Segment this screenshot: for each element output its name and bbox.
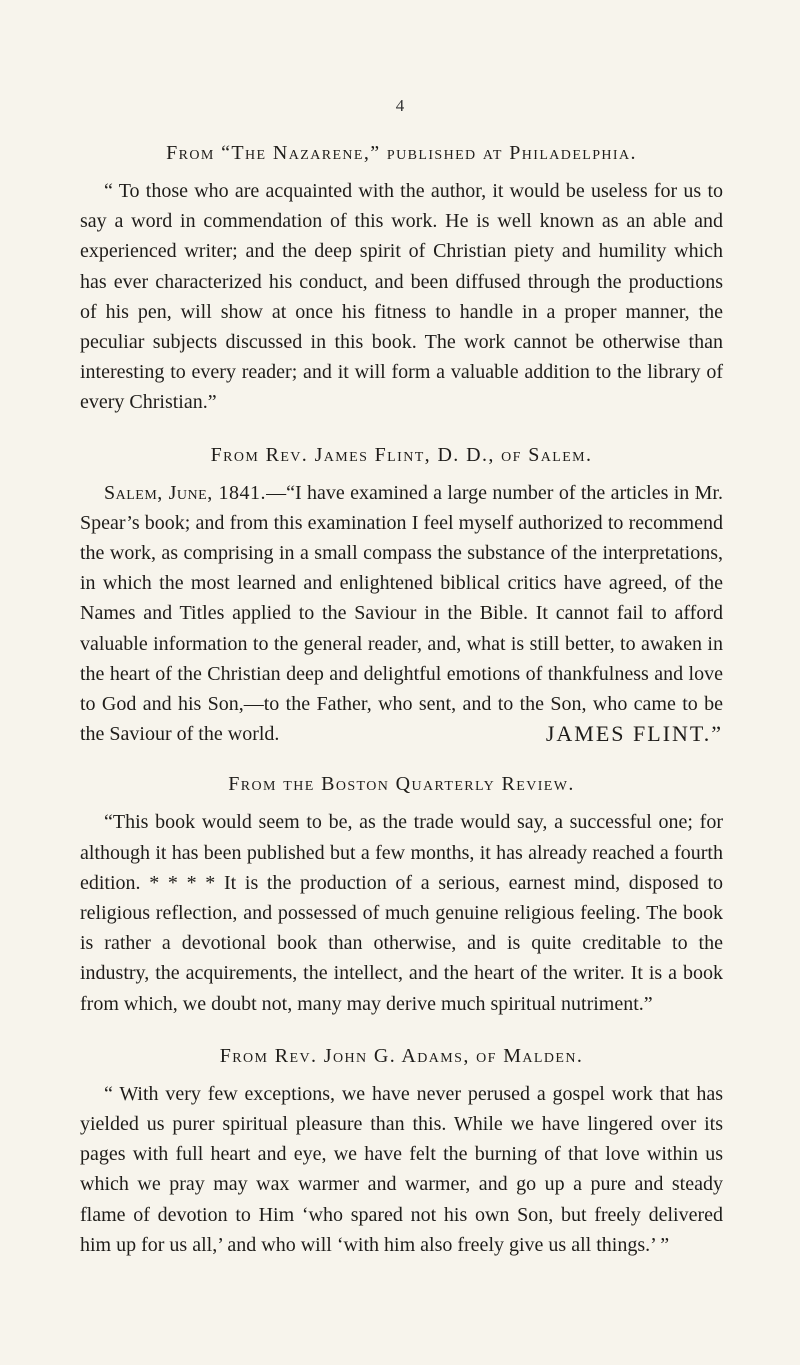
section-body	[80, 478, 723, 750]
section-heading: From “The Nazarene,” published at Philadelphia.	[166, 142, 637, 164]
review-john-adams	[80, 1041, 723, 1260]
signature: JAMES FLINT.”	[545, 721, 723, 747]
section-heading: From the Boston Quarterly Review.	[228, 773, 575, 796]
page-content	[80, 138, 723, 1260]
body-text: —“I have examined a large number of the articles in Mr. Spear’s book; and from this examination I feel myself authorized to recommend the work, as comprising in a small compass the substance of the interpretations, in which the most learned and enlightened biblical critics have agreed, of the Names and Titles applied to the Saviour in the Bible. It cannot fail to afford valuable information to the general reader, and, what is still better, to awaken in the heart of the Christian deep and delightful emotions of thankfulness and love to God and his Son,—to the Father, who sent, and to the Son, who came to be the Saviour of the world.	[80, 481, 723, 746]
section-body: “This book would seem to be, as the trade would say, a successful one; for although it has been published but a few months, it has already reached a fourth edition. * * * * It is the production of a serious, earnest mind, disposed to religious reflection, and possessed of much genuine religious feeling. The book is rather a devotional book than otherwise, and is quite creditable to the industry, the acquirements, the intellect, and the heart of the writer. It is a book from which, we doubt not, many may derive much spiritual nutriment.”	[80, 811, 723, 1015]
section-heading: From Rev. John G. Adams, of Malden.	[219, 1044, 584, 1067]
review-nazarene	[80, 138, 723, 418]
review-boston-quarterly	[80, 769, 723, 1018]
dateline: Salem, June, 1841.	[104, 481, 267, 504]
review-james-flint	[80, 440, 723, 750]
section-body: “ To those who are acquainted with the author, it would be useless for us to say a word in commendation of this work. He is well known as an able and experienced writer; and the deep spirit of Christian piety and humility which has ever characterized his conduct, and been diffused through the productions of his pen, will show at once his fitness to handle in a proper manner, the peculiar subjects discussed in this book. The work cannot be otherwise than interesting to every reader; and it will form a valuable addition to the library of every Christian.”	[80, 180, 723, 414]
page-number: 4	[395, 96, 405, 115]
section-heading: From Rev. James Flint, D. D., of Salem.	[210, 443, 593, 466]
section-body: “ With very few exceptions, we have never perused a gospel work that has yielded us purer spiritual pleasure than this. While we have lingered over its pages with full heart and eye, we have felt the burning of that love within us which we pray may wax warmer and warmer, and go up a pure and steady flame of devotion to Him ‘who spared not his own Son, but freely delivered him up for us all,’ and who will ‘with him also freely give us all things.’ ”	[80, 1082, 723, 1256]
